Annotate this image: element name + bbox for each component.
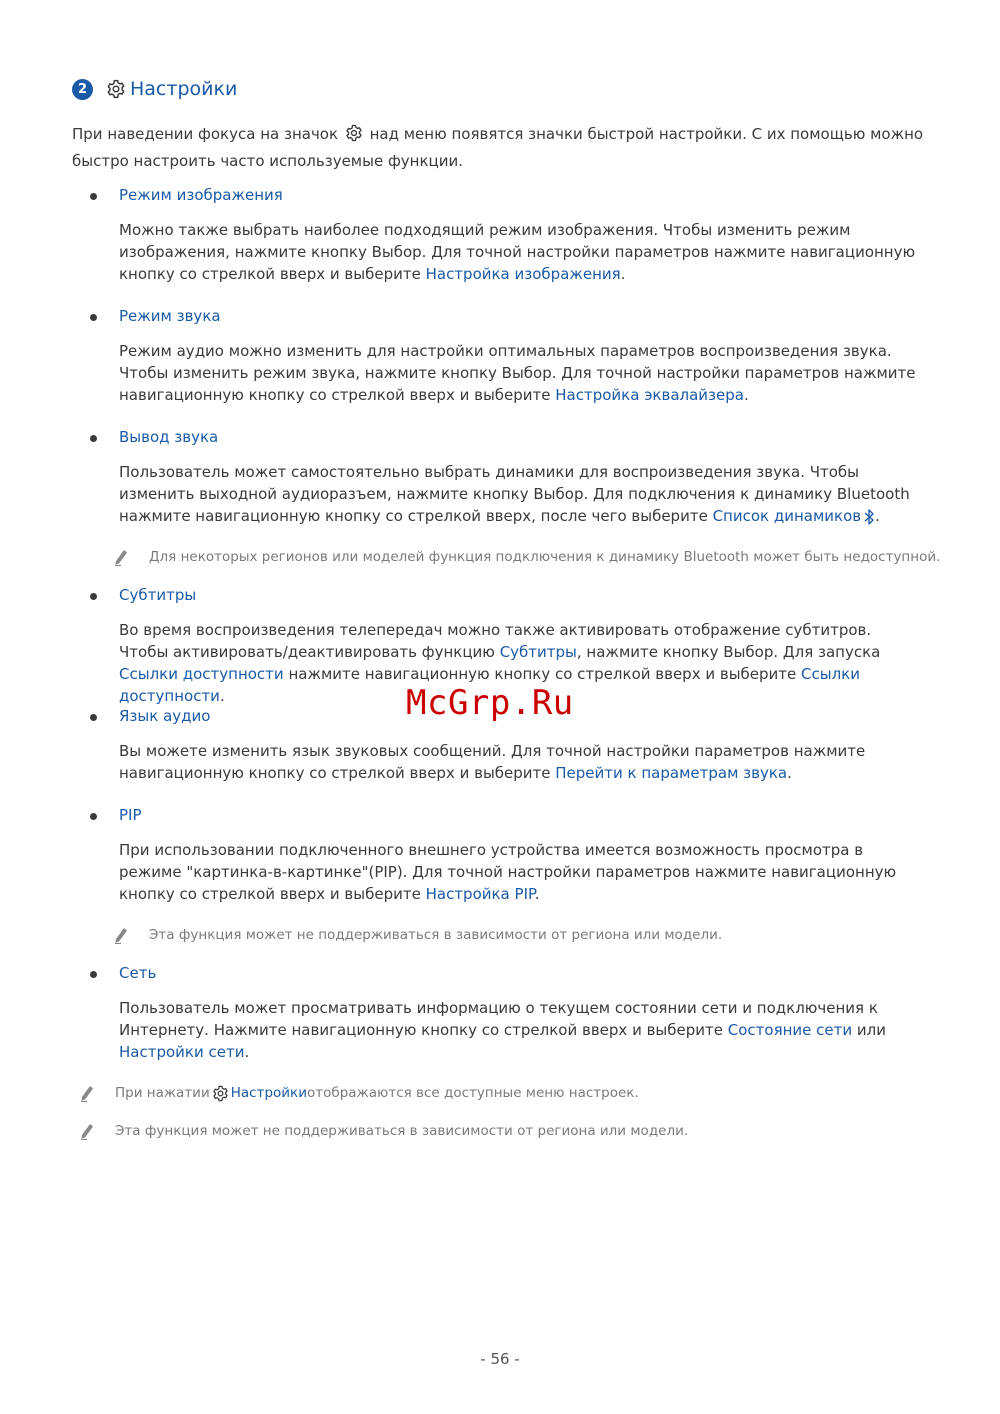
- item-description-audio-language: Вы можете изменить язык звуковых сообщений. Для точной настройки параметров нажмите навигационную кнопку со стрелкой вверх и выберите Перейти к параметрам звука.: [119, 742, 866, 782]
- note-text: При нажатии: [115, 1085, 210, 1101]
- link-pip-settings: Настройка PIP: [425, 885, 535, 903]
- pencil-note-icon: [79, 1084, 95, 1102]
- item-title-sound-output: Вывод звука: [119, 428, 219, 446]
- bluetooth-icon: [863, 508, 875, 526]
- gear-icon: [106, 79, 126, 99]
- link-sound-settings: Перейти к параметрам звука: [555, 764, 788, 782]
- note-settings: [79, 1084, 639, 1102]
- page-number: - 56 -: [480, 1350, 520, 1368]
- section-title: Настройки: [130, 78, 238, 100]
- link-network-settings: Настройки сети: [119, 1043, 245, 1061]
- link-network-status: Состояние сети: [727, 1021, 853, 1039]
- item-title-audio-language: Язык аудио: [119, 707, 211, 725]
- link-settings: Настройки: [230, 1085, 307, 1101]
- bullet-icon: [90, 971, 100, 981]
- bullet-icon: [90, 593, 100, 603]
- note-text: Эта функция может не поддерживаться в зависимости от региона или модели.: [115, 1123, 689, 1139]
- item-description-network: Пользователь может просматривать информацию о текущем состоянии сети и подключения к Интернету. Нажмите навигационную кнопку со стрелкой вверх и выберите Состояние сети или Настройки сети.: [119, 999, 886, 1061]
- note-bluetooth: [113, 548, 940, 566]
- note-pip: [113, 926, 722, 944]
- section-heading: [72, 78, 237, 100]
- link-picture-settings: Настройка изображения: [425, 265, 621, 283]
- item-description-subtitles: Во время воспроизведения телепередач можно также активировать отображение субтитров. Чтобы активировать/деактивировать функцию Субтитры, нажмите кнопку Выбор. Для запуска Ссылки доступности нажмите навигационную кнопку со стрелкой вверх и выберите Ссылки доступности.: [119, 621, 881, 705]
- link-accessibility-shortcuts: Ссылки доступности: [119, 665, 284, 683]
- intro-text-1: При наведении фокуса на значок: [72, 125, 343, 143]
- item-title-subtitles: Субтитры: [119, 586, 197, 604]
- gear-icon: [212, 1085, 229, 1102]
- bullet-icon: [90, 813, 100, 823]
- note-text: отображаются все доступные меню настроек.: [306, 1085, 639, 1101]
- pencil-note-icon: [113, 548, 129, 566]
- bullet-icon: [90, 714, 100, 724]
- bullet-icon: [90, 435, 100, 445]
- link-speaker-list: Список динамиков: [712, 507, 862, 525]
- bullet-icon: [90, 193, 100, 203]
- gear-icon: [345, 124, 363, 142]
- link-equalizer-settings: Настройка эквалайзера: [555, 386, 744, 404]
- intro-text-2: над меню появятся значки быстрой настройки. С их помощью можно быстро настроить часто используемые функции.: [72, 125, 924, 170]
- item-description-sound-output: Пользователь может самостоятельно выбрать динамики для воспроизведения звука. Чтобы изменить выходной аудиоразъем, нажмите кнопку Выбор. Для подключения к динамику Bluetooth нажмите навигационную кнопку со стрелкой вверх, после чего выберите Список динамиков .: [119, 463, 910, 525]
- bullet-icon: [90, 314, 100, 324]
- item-description-sound-mode: Режим аудио можно изменить для настройки оптимальных параметров воспроизведения звука. Чтобы изменить режим звука, нажмите кнопку Выбор. Для точной настройки параметров нажмите навигационную кнопку со стрелкой вверх и выберите Настройка эквалайзера.: [119, 342, 916, 404]
- note-availability: [79, 1122, 688, 1140]
- section-number-badge: 2: [72, 79, 93, 100]
- note-text: Для некоторых регионов или моделей функция подключения к динамику Bluetooth может быть недоступной.: [149, 549, 941, 565]
- intro-paragraph: [72, 121, 932, 175]
- pencil-note-icon: [79, 1122, 95, 1140]
- watermark: McGrp.Ru: [406, 683, 574, 723]
- item-title-pip: PIP: [119, 806, 142, 824]
- item-title-sound-mode: Режим звука: [119, 307, 221, 325]
- link-subtitles: Субтитры: [499, 643, 577, 661]
- item-title-picture-mode: Режим изображения: [119, 186, 283, 204]
- item-title-network: Сеть: [119, 964, 157, 982]
- link-accessibility-shortcuts-2: Ссылки доступности: [119, 665, 860, 705]
- item-description-pip: При использовании подключенного внешнего устройства имеется возможность просмотра в режиме "картинка-в-картинке"(PIP). Для точной настройки параметров нажмите навигационную кнопку со стрелкой вверх и выберите Настройка PIP.: [119, 841, 897, 903]
- item-description-picture-mode: Можно также выбрать наиболее подходящий режим изображения. Чтобы изменить режим изображения, нажмите кнопку Выбор. Для точной настройки параметров нажмите навигационную кнопку со стрелкой вверх и выберите Настройка изображения.: [119, 221, 916, 283]
- pencil-note-icon: [113, 926, 129, 944]
- note-text: Эта функция может не поддерживаться в зависимости от региона или модели.: [149, 927, 723, 943]
